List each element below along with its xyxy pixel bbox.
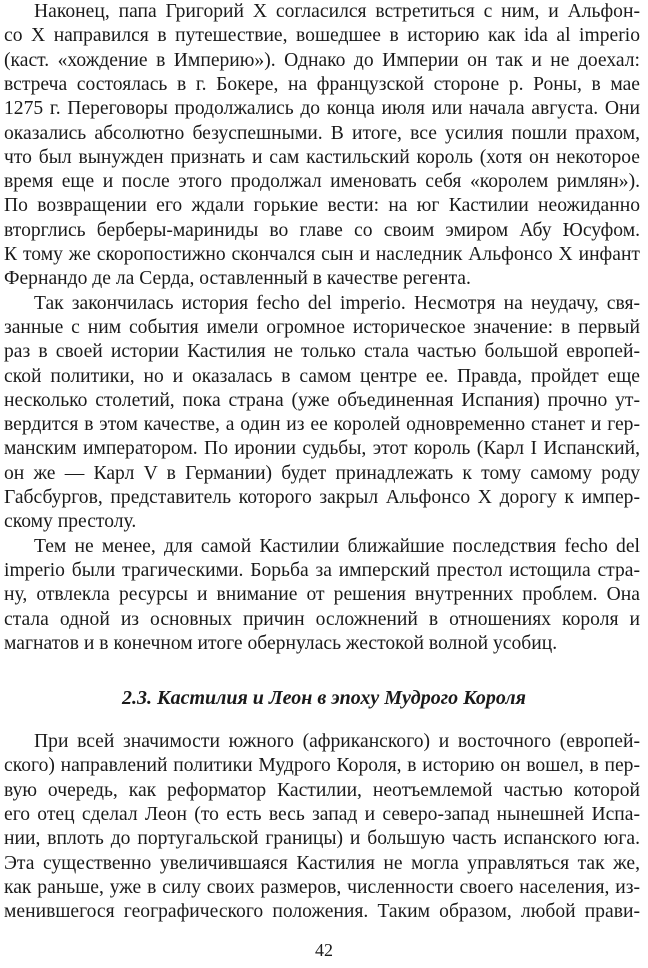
text-line: как раньше, уже в силу своих размеров, численности своего населения, из-	[4, 877, 640, 898]
text-line: 1275 г. Переговоры продолжались до конца июля или начала августа. Они	[4, 98, 640, 119]
text-line: При всей значимости южного (африканского) и восточного (европей-	[34, 731, 640, 752]
text-line: Тем не менее, для самой Кастилии ближайшие последствия fecho del	[34, 536, 640, 557]
text-line: Эта существенно увеличившаяся Кастилия не могла управляться так же,	[4, 853, 640, 874]
text-line: Фернандо де ла Серда, оставленный в качестве регента.	[4, 268, 471, 289]
text-line: манским императором. По иронии судьбы, этот король (Карл I Испанский,	[4, 438, 640, 459]
text-line: скому престолу.	[4, 511, 137, 532]
text-line: он же — Карл V в Германии) будет принадлежать к тому самому роду	[4, 463, 640, 484]
text-line: Габсбургов, представитель которого закрыл Альфонсо X дорогу к импер-	[4, 487, 640, 508]
text-line: стала одной из основных причин осложнений в отношениях короля и	[4, 609, 640, 630]
text-line: раз в своей истории Кастилия не только стала частью большой европей-	[4, 341, 640, 362]
text-line: что был вынужден признать и сам кастильский король (хотя он некоторое	[4, 147, 640, 168]
text-line: время еще и после этого продолжал именовать себя «королем римлян»).	[4, 171, 640, 192]
section-heading: 2.3. Кастилия и Леон в эпоху Мудрого Короля	[122, 687, 526, 709]
text-line: магнатов и в конечном итоге обернулась жестокой волной усобиц.	[4, 633, 558, 654]
text-line: ну, отвлекла ресурсы и внимание от решения внутренних проблем. Она	[4, 584, 640, 605]
text-line: imperio были трагическими. Борьба за имперский престол истощила стра-	[4, 560, 640, 581]
page-number: 42	[315, 940, 333, 960]
text-line: вердится в этом качестве, а один из ее королей одновременно станет и гер-	[4, 414, 640, 435]
text-line: его отец сделал Леон (то есть весь запад и северо-запад нынешней Испа-	[4, 804, 640, 825]
text-line: К тому же скоропостижно скончался сын и наследник Альфонсо X инфант	[4, 244, 640, 265]
text-line: занные с ним события имели огромное историческое значение: в первый	[4, 317, 640, 338]
text-line: вторглись берберы-мариниды во главе со своим эмиром Абу Юсуфом.	[4, 220, 640, 241]
text-line: оказались абсолютно безуспешными. В итоге, все усилия пошли прахом,	[4, 123, 640, 144]
text-line: нии, вплоть до португальской границы) и большую часть испанского юга.	[4, 828, 640, 849]
text-line: вую очередь, как реформатор Кастилии, неотъемлемой частью которой	[4, 780, 640, 801]
text-line: ского) направлений политики Мудрого Короля, в историю он вошел, в пер-	[4, 755, 640, 776]
text-line: (каст. «хождение в Империю»). Однако до Империи он так и не доехал:	[4, 50, 640, 71]
text-line: менившегося географического положения. Таким образом, любой прави-	[4, 901, 640, 922]
text-line: По возвращении его ждали горькие вести: на юг Кастилии неожиданно	[4, 195, 640, 216]
text-line: ской политики, но и оказалась в самом центре ее. Правда, пройдет еще	[4, 366, 640, 387]
text-line: Так закончилась история fecho del imperio. Несмотря на неудачу, свя-	[34, 293, 640, 314]
text-line: Наконец, папа Григорий X согласился встретиться с ним, и Альфон-	[34, 1, 640, 22]
text-line: встреча состоялась в г. Бокере, на французской стороне р. Роны, в мае	[4, 74, 640, 95]
text-line: со X направился в путешествие, вошедшее в историю как ida al imperio	[4, 25, 640, 46]
text-line: несколько столетий, пока страна (уже объединенная Испания) прочно ут-	[4, 390, 640, 411]
